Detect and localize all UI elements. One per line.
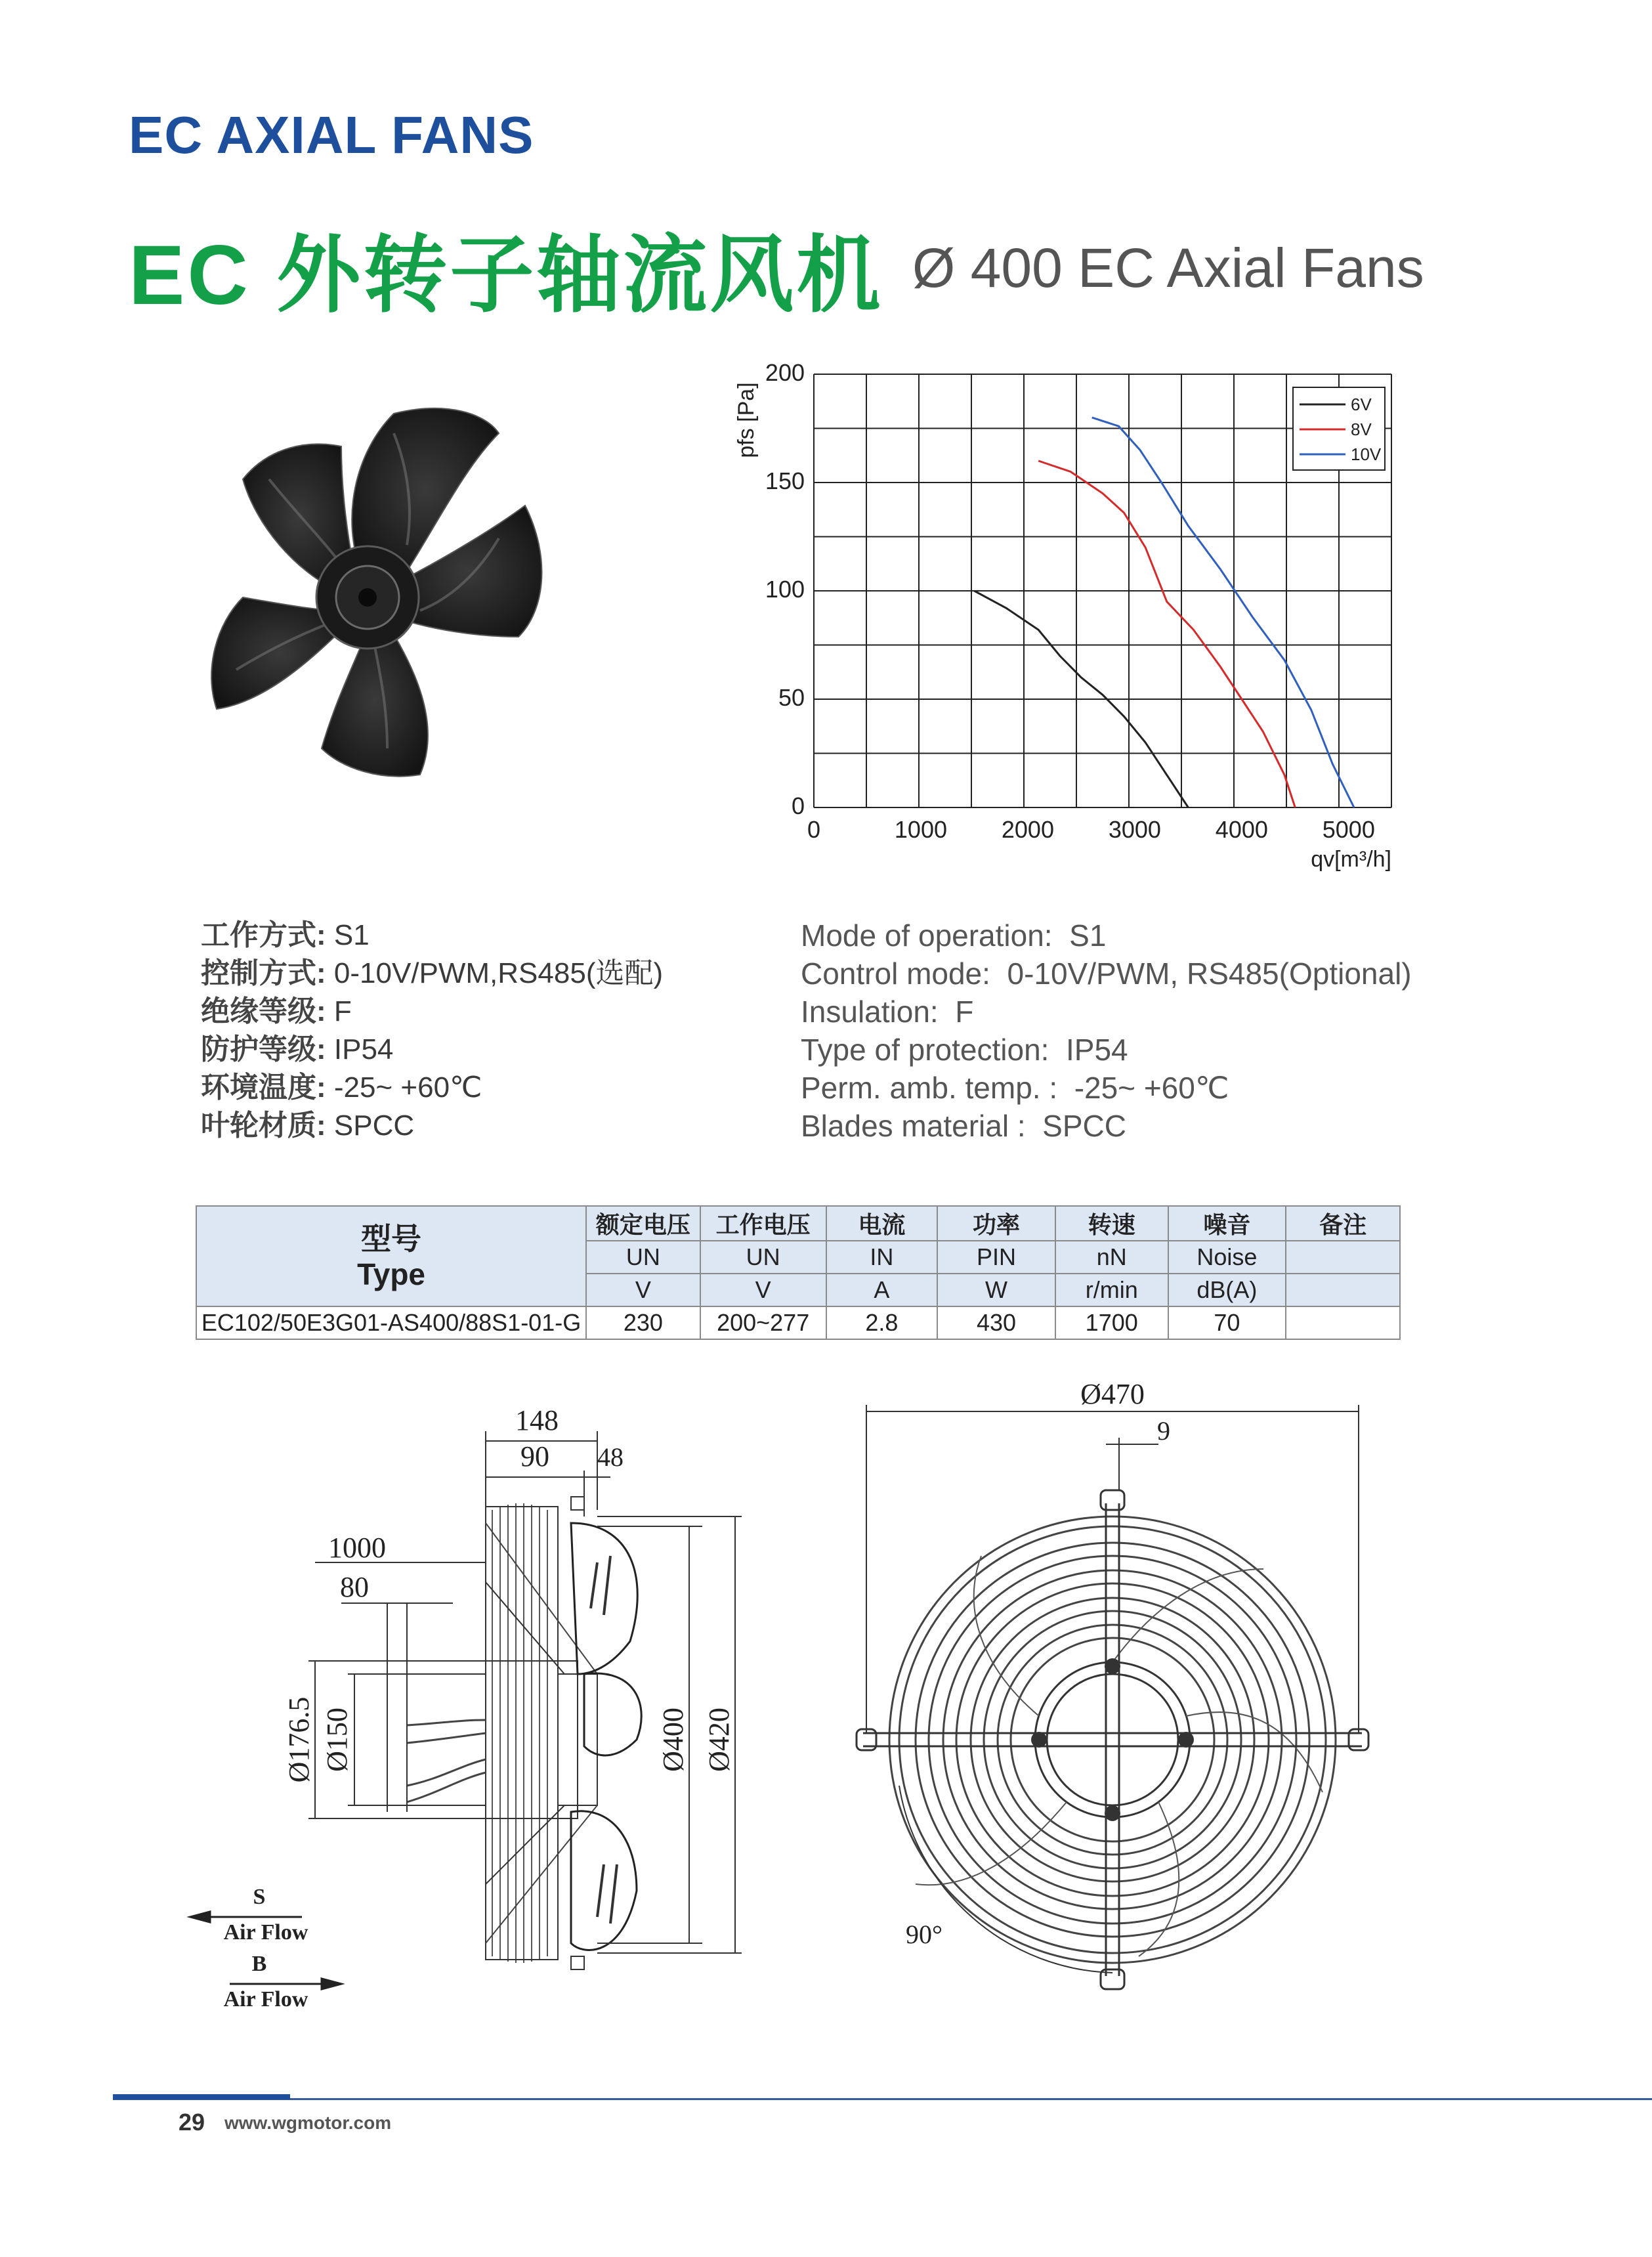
spec-en-value: -25~ +60℃: [1074, 1071, 1229, 1105]
cell-working-voltage: 200~277: [700, 1306, 826, 1339]
type-header-cn: 型号: [361, 1221, 422, 1256]
spec-cn-row: [201, 993, 663, 1031]
header-symbol: PIN: [937, 1241, 1055, 1274]
cell-noise: 70: [1168, 1306, 1286, 1339]
dim-d420: Ø420: [703, 1708, 735, 1772]
table-header-row: [196, 1206, 1400, 1241]
airflow-b-label: Air Flow: [223, 1987, 308, 2011]
side-view: [190, 1404, 742, 2011]
spec-en-value: 0-10V/PWM, RS485(Optional): [1007, 957, 1412, 991]
y-tick-label: 200: [765, 359, 805, 386]
front-view: [857, 1378, 1368, 1989]
header-unit: A: [826, 1274, 938, 1306]
page-number: 29: [179, 2109, 205, 2136]
x-tick-label: 1000: [894, 816, 948, 843]
header-symbol: nN: [1055, 1241, 1168, 1274]
spec-en-value: IP54: [1066, 1033, 1128, 1067]
spec-en-label: Type of protection:: [801, 1033, 1049, 1067]
series-label: EC AXIAL FANS: [129, 106, 534, 164]
airflow-s-label: Air Flow: [223, 1920, 308, 1945]
dim-d470: Ø470: [1080, 1378, 1145, 1410]
x-tick-label: 3000: [1108, 816, 1161, 843]
x-tick-label: 4000: [1215, 816, 1268, 843]
footer-divider: [113, 2098, 1652, 2100]
dim-1000: 1000: [328, 1532, 386, 1564]
spec-en-row: [801, 993, 1412, 1031]
spec-cn-value: S1: [333, 919, 370, 951]
cell-current: 2.8: [826, 1306, 938, 1339]
spec-cn-label: 叶轮材质:: [201, 1109, 326, 1142]
spec-table: [196, 1205, 1401, 1340]
spec-cn-value: SPCC: [333, 1109, 415, 1142]
spec-cn-row: [201, 1069, 663, 1107]
table-row: [196, 1306, 1400, 1339]
spec-en-label: Control mode:: [801, 957, 990, 991]
dim-148: 148: [515, 1404, 559, 1436]
type-header: [196, 1206, 586, 1306]
header-unit: W: [937, 1274, 1055, 1306]
legend-label: 6V: [1351, 395, 1372, 414]
performance-chart: [715, 355, 1424, 880]
spec-cn-label: 工作方式:: [201, 919, 326, 951]
y-tick-label: 100: [765, 576, 805, 603]
header-cn: 备注: [1286, 1206, 1400, 1241]
header-unit: V: [586, 1274, 700, 1306]
dim-d400: Ø400: [657, 1708, 689, 1772]
header-cn: 电流: [826, 1206, 938, 1241]
cell-speed: 1700: [1055, 1306, 1168, 1339]
header-cn: 额定电压: [586, 1206, 700, 1241]
x-tick-label: 5000: [1322, 816, 1375, 843]
specs-en: [801, 916, 1412, 1145]
spec-cn-label: 绝缘等级:: [201, 995, 326, 1027]
spec-cn-value: IP54: [333, 1033, 394, 1065]
chart-series: [974, 418, 1354, 807]
y-tick-label: 150: [765, 467, 805, 494]
legend-label: 8V: [1351, 419, 1372, 439]
header-symbol: IN: [826, 1241, 938, 1274]
specs-cn: [201, 916, 663, 1145]
header-unit: V: [700, 1274, 826, 1306]
title-en: Ø 400 EC Axial Fans: [912, 237, 1424, 299]
chart-ticks: [765, 359, 1375, 843]
spec-en-row: [801, 1031, 1412, 1069]
spec-cn-row: [201, 955, 663, 993]
dim-90deg: 90°: [906, 1920, 942, 1949]
cell-power: 430: [937, 1306, 1055, 1339]
spec-cn-label: 控制方式:: [201, 957, 326, 989]
spec-cn-value: -25~ +60℃: [333, 1071, 482, 1104]
type-header-en: Type: [357, 1257, 426, 1291]
footer-accent: [113, 2094, 290, 2099]
airflow-b-letter: B: [251, 1952, 267, 1976]
airflow-s-letter: S: [253, 1885, 266, 1909]
chart-legend: [1293, 387, 1385, 470]
dim-9: 9: [1157, 1416, 1170, 1446]
spec-en-row: [801, 955, 1412, 993]
legend-label: 10V: [1351, 444, 1382, 464]
y-tick-label: 0: [791, 792, 805, 819]
spec-en-label: Perm. amb. temp. :: [801, 1071, 1058, 1105]
spec-cn-row: [201, 1031, 663, 1069]
spec-en-row: [801, 1107, 1412, 1145]
cell-model: EC102/50E3G01-AS400/88S1-01-G: [196, 1306, 586, 1339]
website-link[interactable]: www.wgmotor.com: [224, 2113, 392, 2133]
x-tick-label: 2000: [1001, 816, 1054, 843]
spec-cn-row: [201, 1107, 663, 1145]
y-tick-label: 50: [778, 684, 805, 711]
header-symbol: UN: [586, 1241, 700, 1274]
spec-en-value: F: [955, 995, 974, 1029]
spec-cn-row: [201, 916, 663, 955]
spec-en-row: [801, 1069, 1412, 1107]
header-symbol: Noise: [1168, 1241, 1286, 1274]
x-tick-label: 0: [807, 816, 821, 843]
chart-xlabel: qv[m³/h]: [1311, 847, 1391, 872]
chart-ylabel: pfs [Pa]: [734, 382, 759, 458]
dim-90: 90: [520, 1440, 549, 1472]
fan-photo: [164, 387, 571, 807]
spec-cn-value: 0-10V/PWM,RS485(选配): [333, 957, 664, 989]
title-cn: EC 外转子轴流风机: [129, 228, 883, 322]
dim-d176: Ø176.5: [283, 1696, 315, 1783]
spec-en-row: [801, 916, 1412, 955]
spec-en-value: SPCC: [1042, 1109, 1126, 1143]
technical-drawing: [177, 1365, 1424, 2022]
header-cn: 噪音: [1168, 1206, 1286, 1241]
series-line-10V: [1092, 418, 1354, 807]
header-symbol: [1286, 1241, 1400, 1274]
dim-80: 80: [340, 1571, 369, 1603]
dim-48: 48: [597, 1442, 624, 1472]
spec-en-value: S1: [1069, 918, 1107, 953]
header-unit: r/min: [1055, 1274, 1168, 1306]
spec-en-label: Insulation:: [801, 995, 939, 1029]
header-cn: 工作电压: [700, 1206, 826, 1241]
spec-cn-label: 防护等级:: [201, 1033, 326, 1065]
spec-en-label: Blades material :: [801, 1109, 1026, 1143]
spec-cn-label: 环境温度:: [201, 1071, 326, 1104]
spec-cn-value: F: [333, 995, 352, 1027]
header-unit: [1286, 1274, 1400, 1306]
dim-d150: Ø150: [321, 1708, 353, 1772]
header-cn: 转速: [1055, 1206, 1168, 1241]
spec-en-label: Mode of operation:: [801, 918, 1053, 953]
header-symbol: UN: [700, 1241, 826, 1274]
cell-rated-voltage: 230: [586, 1306, 700, 1339]
header-cn: 功率: [937, 1206, 1055, 1241]
cell-remark: [1286, 1306, 1400, 1339]
header-unit: dB(A): [1168, 1274, 1286, 1306]
